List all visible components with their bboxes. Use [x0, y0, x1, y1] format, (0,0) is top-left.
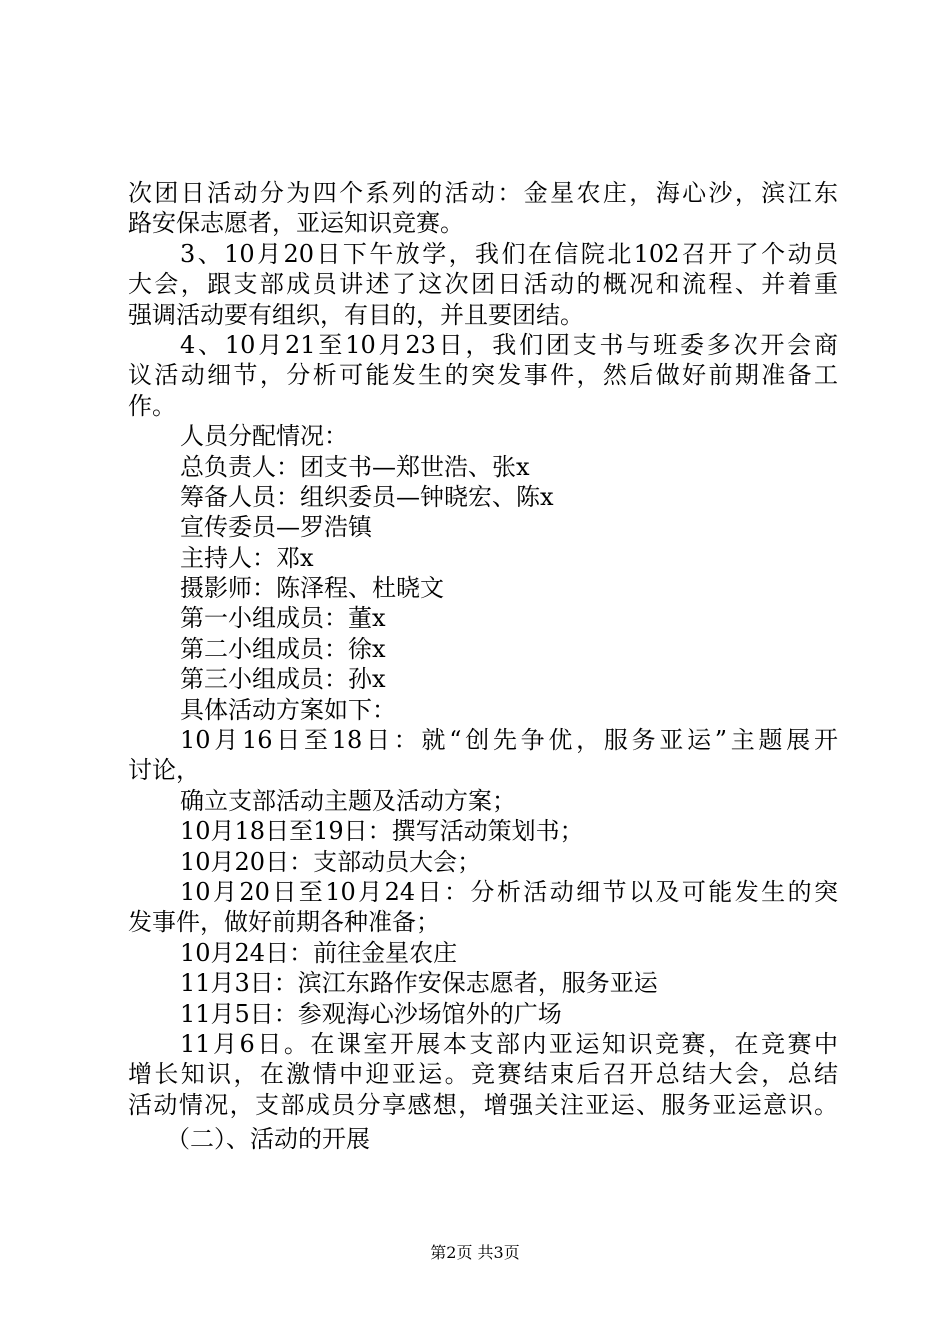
body-line: 第一小组成员：董x [180, 604, 386, 633]
body-line: 筹备人员：组织委员—钟晓宏、陈x [180, 482, 554, 511]
body-line: 第三小组成员：孙x [180, 665, 386, 694]
body-line: 强调活动要有组织，有目的，并且要团结。 [128, 300, 584, 329]
body-line: 人员分配情况： [180, 422, 348, 451]
body-line: 具体活动方案如下： [180, 695, 396, 724]
body-line: 确立支部活动主题及活动方案； [180, 786, 516, 815]
body-line: 10月16日至18日：就“创先争优，服务亚运”主题展开 [180, 726, 838, 755]
body-line: 宣传委员—罗浩镇 [180, 513, 372, 542]
body-line: 11月5日：参观海心沙场馆外的广场 [180, 999, 562, 1028]
body-line: 路安保志愿者，亚运知识竞赛。 [128, 209, 464, 238]
section-heading: （二）、活动的开展 [166, 1125, 370, 1153]
body-line: 3、10月20日下午放学，我们在信院北102召开了个动员 [180, 239, 838, 268]
body-line: 11月6日。在课室开展本支部内亚运知识竞赛，在竞赛中 [180, 1029, 838, 1058]
body-line: 10月20日：支部动员大会； [180, 847, 482, 876]
document-body [128, 178, 838, 1120]
body-line: 发事件，做好前期各种准备； [128, 908, 440, 937]
body-line: 摄影师：陈泽程、杜晓文 [180, 574, 444, 603]
body-line: 增长知识，在激情中迎亚运。竞赛结束后召开总结大会，总结 [128, 1060, 838, 1089]
body-line: 10月18日至19日：撰写活动策划书； [180, 817, 584, 846]
body-line: 议活动细节，分析可能发生的突发事件，然后做好前期准备工 [128, 361, 838, 390]
body-line: 主持人：邓x [180, 543, 314, 572]
body-line: 4、10月21至10月23日，我们团支书与班委多次开会商 [180, 330, 838, 359]
body-line: 第二小组成员：徐x [180, 634, 386, 663]
body-line: 11月3日：滨江东路作安保志愿者，服务亚运 [180, 969, 658, 998]
body-line: 大会，跟支部成员讲述了这次团日活动的概况和流程、并着重 [128, 270, 838, 299]
body-line: 总负责人：团支书—郑世浩、张x [180, 452, 530, 481]
body-line: 讨论， [128, 756, 200, 785]
body-line: 次团日活动分为四个系列的活动：金星农庄，海心沙，滨江东 [128, 179, 838, 207]
body-line: 活动情况，支部成员分享感想，增强关注亚运、服务亚运意识。 [128, 1090, 838, 1119]
page-footer: 第2页 共3页 [430, 1243, 520, 1262]
body-line: 10月24日：前往金星农庄 [180, 938, 458, 967]
body-line: 10月20日至10月24日：分析活动细节以及可能发生的突 [180, 877, 838, 906]
body-line: 作。 [128, 391, 176, 420]
